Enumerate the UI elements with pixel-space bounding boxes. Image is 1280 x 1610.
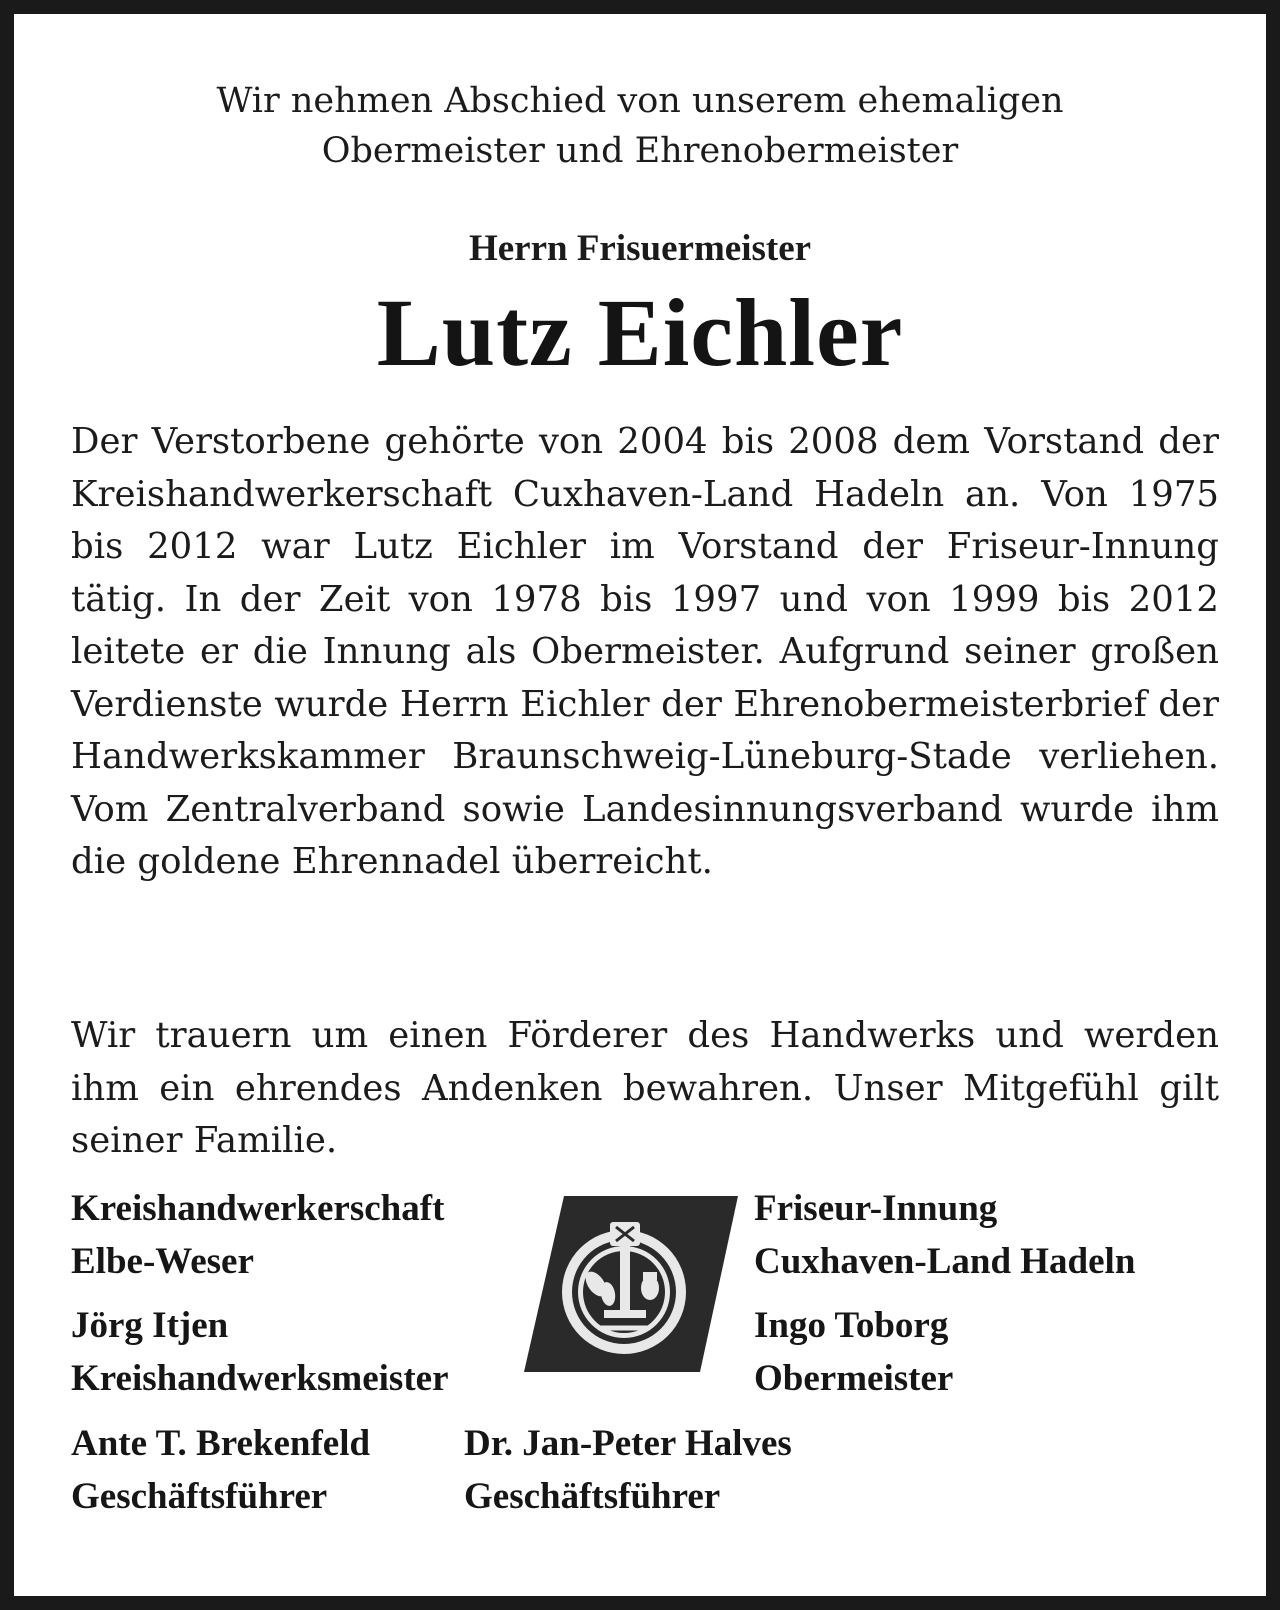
biography-paragraph: Der Verstorbene gehörte von 2004 bis 2008 dem Vorstand der Kreishandwerkerschaft Cuxhaven-Land Hadeln an. Von 1975 bis 2012 war Lutz Eichler im Vorstand der Friseur-Innung tätig. In der Zeit von 1978 bis 1997 und von 1999 bis 2012 leitete er die Innung als Obermeister. Aufgrund seiner großen Verdienste wurde Herrn Eichler der Ehrenobermeisterbrief der Handwerkskammer Braunschweig-Lüneburg-Stade verliehen. Vom Zentralverband sowie Landesinnungsverband wurde ihm die goldene Ehrennadel überreicht. [71,421,1219,882]
obituary-notice [14,14,1266,1596]
salutation: Herrn Frisuermeister [468,228,812,269]
signature-right-organization [754,1182,1135,1288]
intro-line-2: Obermeister und Ehrenobermeister [321,131,959,171]
person-name: Jörg Itjen [71,1305,229,1346]
condolence-paragraph: Wir trauern um einen Förderer des Handwerks und werden ihm ein ehrendes Andenken bewahren. Unser Mitgefühl gilt seiner Familie. [71,1015,1219,1161]
person-title: Obermeister [754,1358,954,1399]
craft-guild-emblem-icon [524,1196,738,1372]
signature-managing-director-1 [71,1417,370,1523]
org-region: Elbe-Weser [71,1241,254,1282]
person-title: Kreishandwerksmeister [71,1358,449,1399]
org-name: Friseur-Innung [754,1188,998,1229]
deceased-name: Lutz Eichler [376,279,904,386]
org-name: Kreishandwerkerschaft [71,1188,445,1229]
intro-text [14,76,1266,176]
signature-managing-director-2 [464,1417,792,1523]
person-title: Geschäftsführer [71,1476,328,1517]
signature-left-person [71,1299,449,1405]
signature-left-organization [71,1182,444,1288]
intro-line-1: Wir nehmen Abschied von unserem ehemaligen [216,81,1064,121]
person-name: Ante T. Brekenfeld [71,1423,371,1464]
person-name: Ingo Toborg [754,1305,949,1346]
signature-right-person [754,1299,953,1405]
org-region: Cuxhaven-Land Hadeln [754,1241,1136,1282]
person-name: Dr. Jan-Peter Halves [464,1423,792,1464]
person-title: Geschäftsführer [464,1476,721,1517]
